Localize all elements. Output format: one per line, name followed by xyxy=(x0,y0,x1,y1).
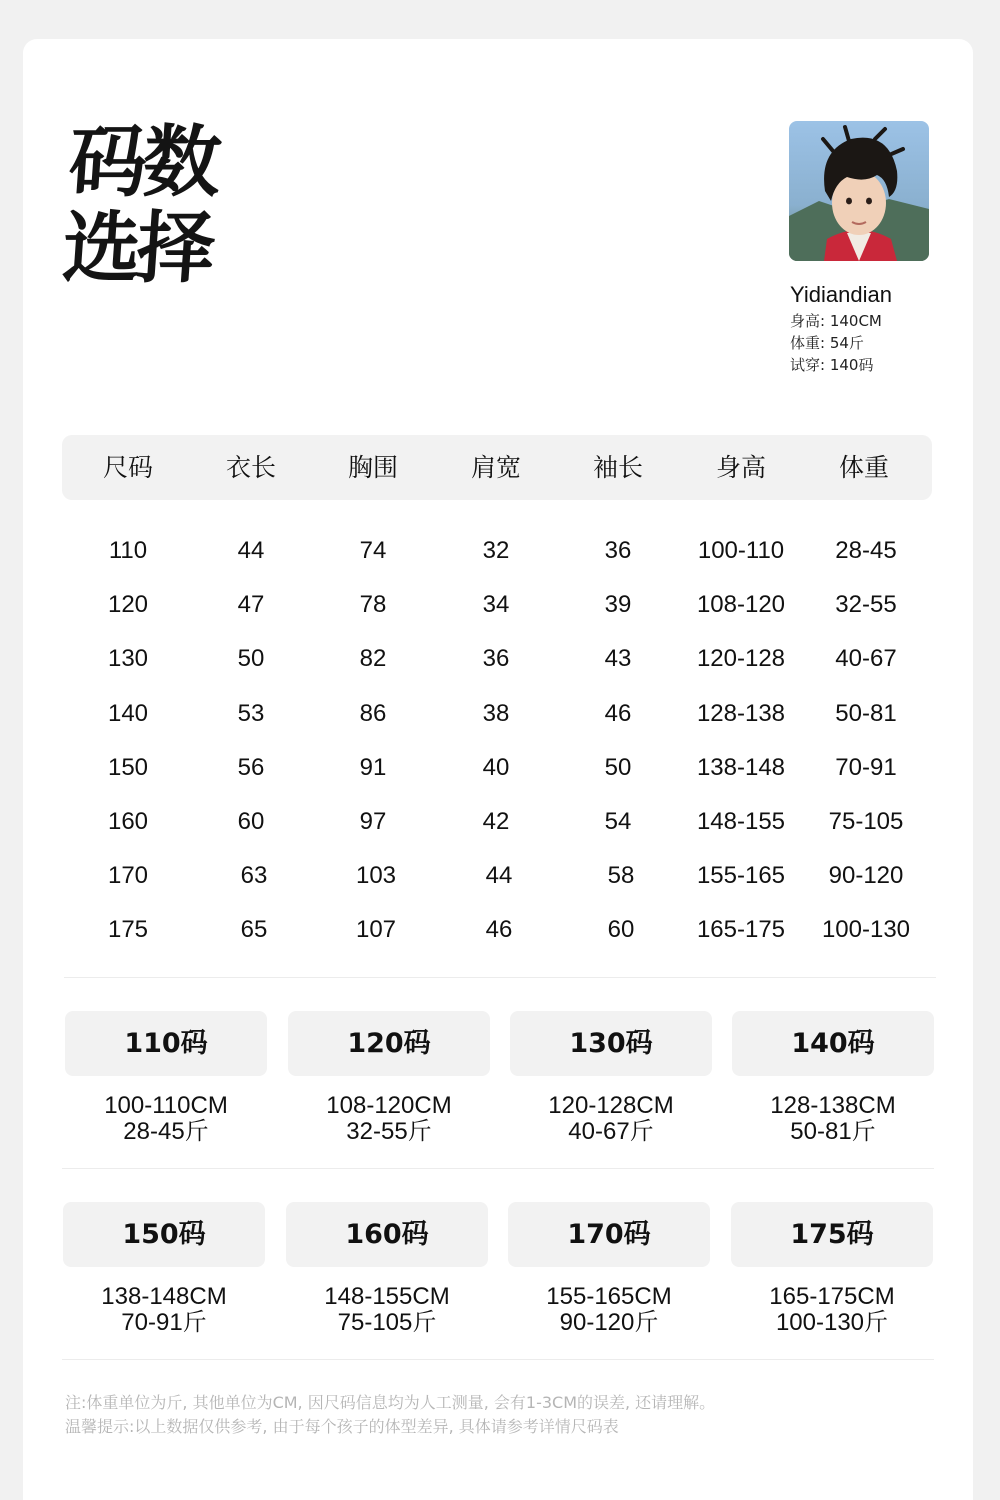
cell-chest: 97 xyxy=(359,808,387,835)
cell-height: 128-138 xyxy=(696,700,786,727)
table-row xyxy=(62,524,932,578)
cell-weight: 40-67 xyxy=(835,645,897,672)
section-divider xyxy=(62,1359,934,1360)
header-length: 衣长 xyxy=(225,453,276,482)
cell-shoulder: 42 xyxy=(482,808,510,835)
cell-weight: 28-45 xyxy=(835,537,897,564)
cell-weight: 75-105 xyxy=(828,808,904,835)
cell-height: 100-110 xyxy=(697,537,785,564)
cell-length: 60 xyxy=(237,808,265,835)
cell-height: 138-148 xyxy=(696,754,786,781)
size-card-weight: 28-45斤 xyxy=(123,1118,209,1145)
model-tryon-size: 试穿: 140码 xyxy=(790,356,874,374)
model-name: Yidiandian xyxy=(790,282,892,307)
size-card-height: 155-165CM xyxy=(546,1283,672,1310)
size-card-weight: 90-120斤 xyxy=(559,1309,659,1336)
size-badge: 130码 xyxy=(510,1011,712,1076)
cell-sleeve: 43 xyxy=(604,645,632,672)
cell-length: 63 xyxy=(240,862,268,889)
cell-chest: 91 xyxy=(359,754,387,781)
cell-shoulder: 34 xyxy=(482,591,510,618)
title-line-1: 码数 xyxy=(65,117,221,208)
size-card-weight: 32-55斤 xyxy=(346,1118,432,1145)
table-row xyxy=(62,903,932,957)
cell-length: 44 xyxy=(237,537,265,564)
cell-weight: 32-55 xyxy=(835,591,897,618)
cell-length: 56 xyxy=(237,754,265,781)
cell-sleeve: 58 xyxy=(607,862,635,889)
cell-chest: 74 xyxy=(359,537,387,564)
size-card-weight: 70-91斤 xyxy=(121,1309,207,1336)
size-table-header xyxy=(62,435,932,500)
cell-length: 65 xyxy=(240,916,268,943)
header-weight: 体重 xyxy=(838,453,889,482)
size-badge: 170码 xyxy=(508,1202,710,1267)
size-card-120 xyxy=(288,1011,490,1145)
cell-size: 120 xyxy=(107,591,149,618)
size-badge: 120码 xyxy=(288,1011,490,1076)
cell-size: 140 xyxy=(107,700,149,727)
cell-shoulder: 46 xyxy=(485,916,513,943)
table-row xyxy=(62,795,932,849)
size-card-height: 120-128CM xyxy=(548,1092,674,1119)
page-title xyxy=(59,117,272,294)
model-info xyxy=(790,310,882,376)
size-badge: 175码 xyxy=(731,1202,933,1267)
cell-sleeve: 50 xyxy=(604,754,632,781)
cell-sleeve: 36 xyxy=(604,537,632,564)
size-badge: 140码 xyxy=(732,1011,934,1076)
cell-chest: 103 xyxy=(355,862,397,889)
cell-size: 170 xyxy=(107,862,149,889)
size-card-weight: 100-130斤 xyxy=(775,1309,889,1336)
cell-sleeve: 60 xyxy=(607,916,635,943)
cell-size: 110 xyxy=(108,537,148,564)
cell-height: 155-165 xyxy=(696,862,786,889)
cell-height: 148-155 xyxy=(696,808,786,835)
cell-size: 175 xyxy=(107,916,149,943)
cell-height: 165-175 xyxy=(696,916,786,943)
cell-shoulder: 36 xyxy=(482,645,510,672)
header-chest: 胸围 xyxy=(347,453,398,482)
cell-weight: 100-130 xyxy=(821,916,911,943)
cell-chest: 78 xyxy=(359,591,387,618)
cell-shoulder: 38 xyxy=(482,700,510,727)
header-height: 身高 xyxy=(715,453,766,482)
size-card-170 xyxy=(508,1202,710,1336)
cell-weight: 70-91 xyxy=(835,754,897,781)
size-card-weight: 75-105斤 xyxy=(337,1309,437,1336)
size-card-height: 108-120CM xyxy=(326,1092,452,1119)
cell-size: 160 xyxy=(107,808,149,835)
cell-shoulder: 44 xyxy=(485,862,513,889)
cell-length: 50 xyxy=(237,645,265,672)
header-shoulder: 肩宽 xyxy=(470,453,521,482)
size-badge: 160码 xyxy=(286,1202,488,1267)
cell-size: 150 xyxy=(107,754,149,781)
size-card-weight: 50-81斤 xyxy=(790,1118,876,1145)
size-badge: 150码 xyxy=(63,1202,265,1267)
cell-chest: 86 xyxy=(359,700,387,727)
cell-length: 47 xyxy=(237,591,265,618)
table-row xyxy=(62,578,932,632)
size-card-weight: 40-67斤 xyxy=(568,1118,654,1145)
cell-sleeve: 46 xyxy=(604,700,632,727)
footnotes xyxy=(65,1391,715,1439)
size-card-height: 148-155CM xyxy=(324,1283,450,1310)
cell-shoulder: 40 xyxy=(482,754,510,781)
cell-weight: 90-120 xyxy=(828,862,904,889)
model-height: 身高: 140CM xyxy=(790,312,882,330)
cell-height: 108-120 xyxy=(696,591,786,618)
cell-length: 53 xyxy=(237,700,265,727)
model-photo xyxy=(789,121,929,261)
cell-sleeve: 39 xyxy=(604,591,632,618)
section-divider xyxy=(62,1168,934,1169)
table-row xyxy=(62,849,932,903)
size-card-160 xyxy=(286,1202,488,1336)
note-tip: 温馨提示:以上数据仅供参考, 由于每个孩子的体型差异, 具体请参考详情尺码表 xyxy=(65,1417,619,1436)
size-card-height: 165-175CM xyxy=(769,1283,895,1310)
cell-height: 120-128 xyxy=(696,645,786,672)
table-row xyxy=(62,741,932,795)
model-weight: 体重: 54斤 xyxy=(790,334,864,352)
cell-sleeve: 54 xyxy=(604,808,632,835)
section-divider xyxy=(64,977,936,978)
header-sleeve: 袖长 xyxy=(592,453,643,482)
cell-weight: 50-81 xyxy=(835,700,897,727)
size-card-150 xyxy=(63,1202,265,1336)
size-card-140 xyxy=(732,1011,934,1145)
size-card-height: 100-110CM xyxy=(104,1092,228,1119)
size-badge: 110码 xyxy=(65,1011,267,1076)
size-card-130 xyxy=(510,1011,712,1145)
size-card-height: 138-148CM xyxy=(101,1283,227,1310)
table-row xyxy=(62,687,932,741)
table-row xyxy=(62,632,932,686)
cell-shoulder: 32 xyxy=(482,537,510,564)
note-units: 注:体重单位为斤, 其他单位为CM, 因尺码信息均为人工测量, 会有1-3CM的误差, 还请理解。 xyxy=(65,1393,716,1412)
size-card-height: 128-138CM xyxy=(770,1092,896,1119)
header-size: 尺码 xyxy=(102,453,153,482)
cell-chest: 82 xyxy=(359,645,387,672)
cell-size: 130 xyxy=(107,645,149,672)
cell-chest: 107 xyxy=(355,916,397,943)
title-line-2: 选择 xyxy=(59,203,215,294)
size-card-175 xyxy=(731,1202,933,1336)
size-card-110 xyxy=(65,1011,267,1145)
